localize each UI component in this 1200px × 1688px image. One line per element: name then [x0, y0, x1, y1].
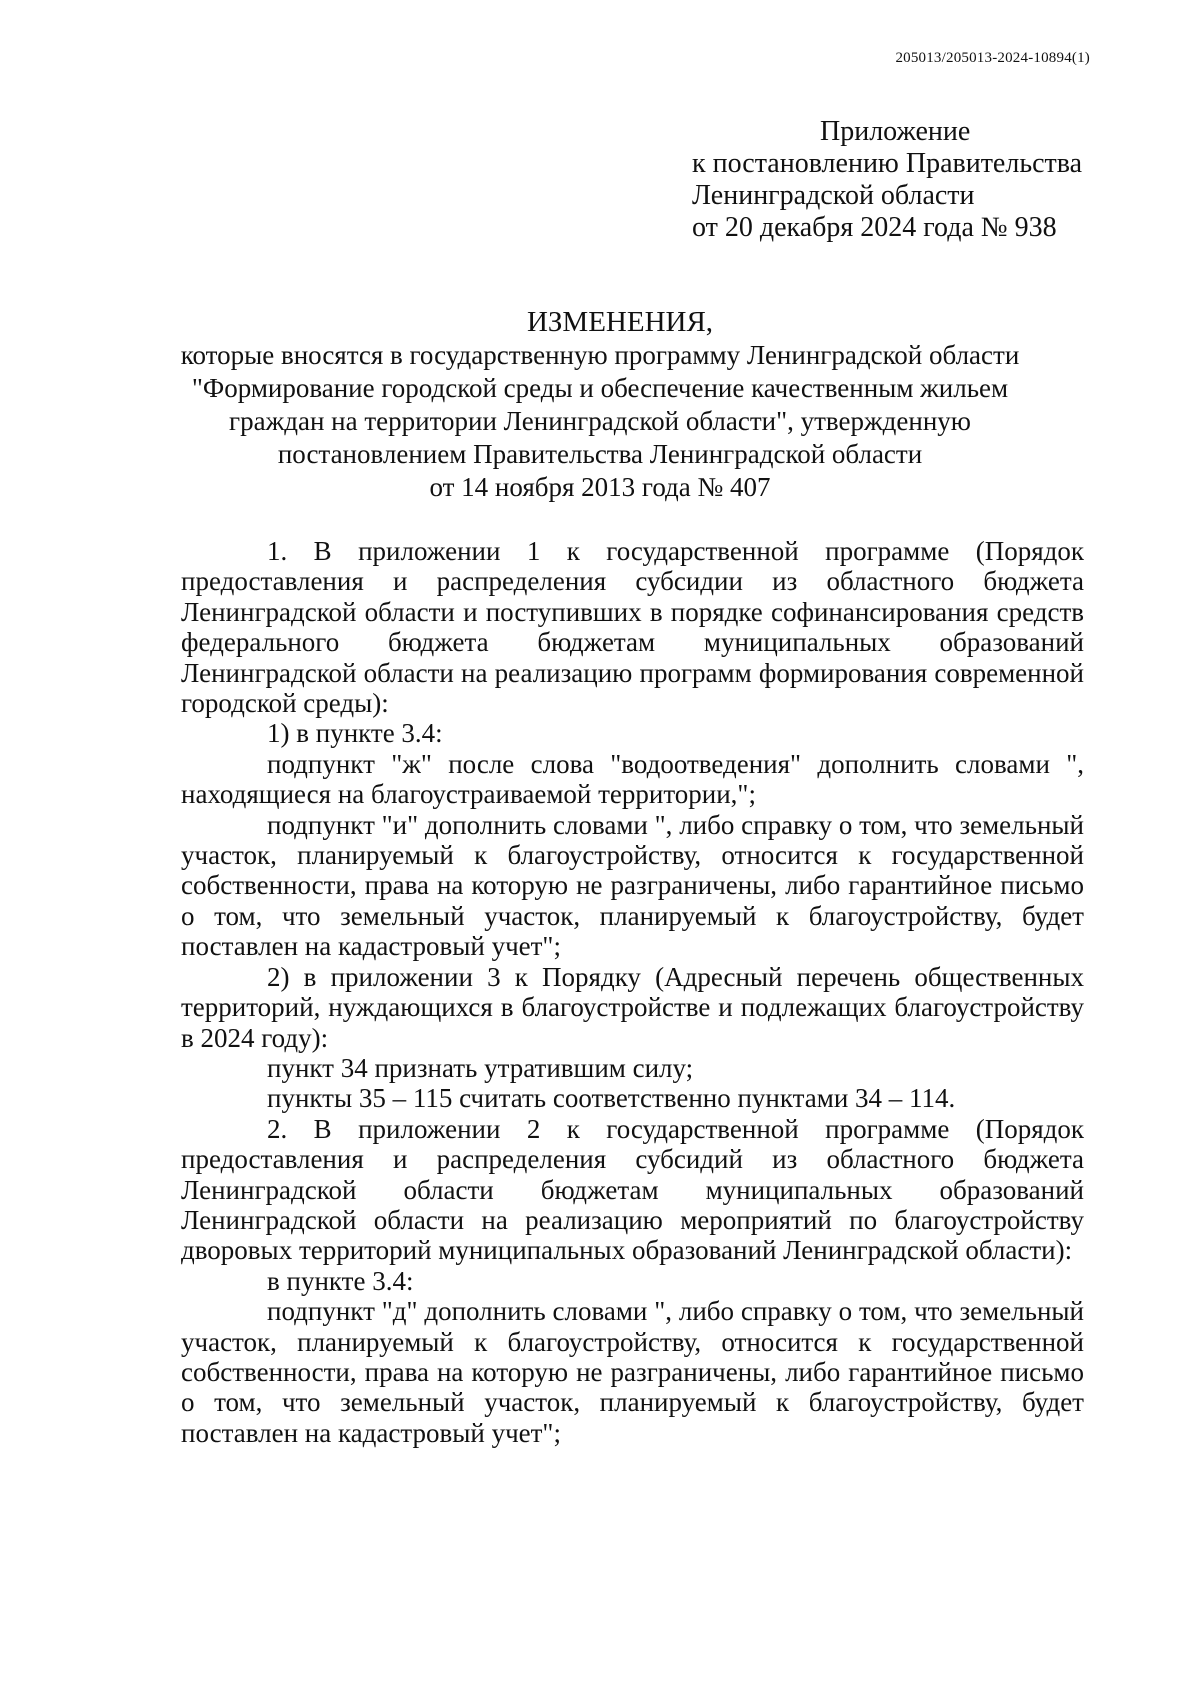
document-title [100, 306, 1100, 504]
title-line-5: от 14 ноября 2013 года № 407 [429, 472, 771, 502]
appendix-label: Приложение [820, 116, 971, 147]
paragraph-item-2: 2. В приложении 2 к государственной программе (Порядок предоставления и распределения субсидий из областного бюджета Ленинградской области бюджетам муниципальных образований Ленинградской области на реализацию мероприятий по благоустройству дворовых территорий муниципальных образований Ленинградской области): [181, 1113, 1084, 1266]
paragraph-subpoint-zh: подпункт "ж" после слова "водоотведения" дополнить словами ", находящиеся на благоустраиваемой территории,"; [181, 748, 1084, 810]
title-line-1: которые вносятся в государственную программу Ленинградской области [180, 340, 1020, 370]
appendix-region: Ленинградской области [692, 180, 975, 211]
document-registration-number: 205013/205013-2024-10894(1) [895, 50, 1090, 66]
appendix-date-number: от 20 декабря 2024 года № 938 [692, 212, 1057, 243]
title-heading: ИЗМЕНЕНИЯ, [526, 306, 714, 338]
title-line-4: постановлением Правительства Ленинградской области [277, 439, 923, 469]
appendix-reference: к постановлению Правительства [692, 148, 1083, 179]
paragraph-subitem-1: 1) в пункте 3.4: [267, 718, 443, 749]
appendix-header [692, 116, 1152, 244]
paragraph-subpoint-i: подпункт "и" дополнить словами ", либо справку о том, что земельный участок, планируемый к благоустройству, относится к государственной собственности, права на которую не разграничены, либо гарантийное письмо о том, что земельный участок, планируемый к благоустройству, будет поставлен на кадастровый учет"; [181, 809, 1084, 962]
paragraph-subitem-2: 2) в приложении 3 к Порядку (Адресный перечень общественных территорий, нуждающихся в благоустройстве и подлежащих благоустройству в 2024 году): [181, 961, 1084, 1053]
title-line-2: "Формирование городской среды и обеспечение качественным жильем [191, 373, 1009, 403]
document-body [181, 536, 1084, 1448]
paragraph-subpoint-d: подпункт "д" дополнить словами ", либо справку о том, что земельный участок, планируемый к благоустройству, относится к государственной собственности, права на которую не разграничены, либо гарантийное письмо о том, что земельный участок, планируемый к благоустройству, будет поставлен на кадастровый учет"; [181, 1296, 1084, 1448]
paragraph-point-3-4: в пункте 3.4: [267, 1265, 414, 1296]
title-line-3: граждан на территории Ленинградской области", утвержденную [229, 406, 971, 436]
paragraph-renumbering: пункты 35 – 115 считать соответственно пунктами 34 – 114. [267, 1083, 956, 1114]
paragraph-point-34: пункт 34 признать утратившим силу; [267, 1052, 694, 1083]
paragraph-item-1: 1. В приложении 1 к государственной программе (Порядок предоставления и распределения субсидии из областного бюджета Ленинградской области и поступивших в порядке софинансирования средств федерального бюджета бюджетам муниципальных образований Ленинградской области на реализацию программ формирования современной городской среды): [181, 536, 1084, 719]
